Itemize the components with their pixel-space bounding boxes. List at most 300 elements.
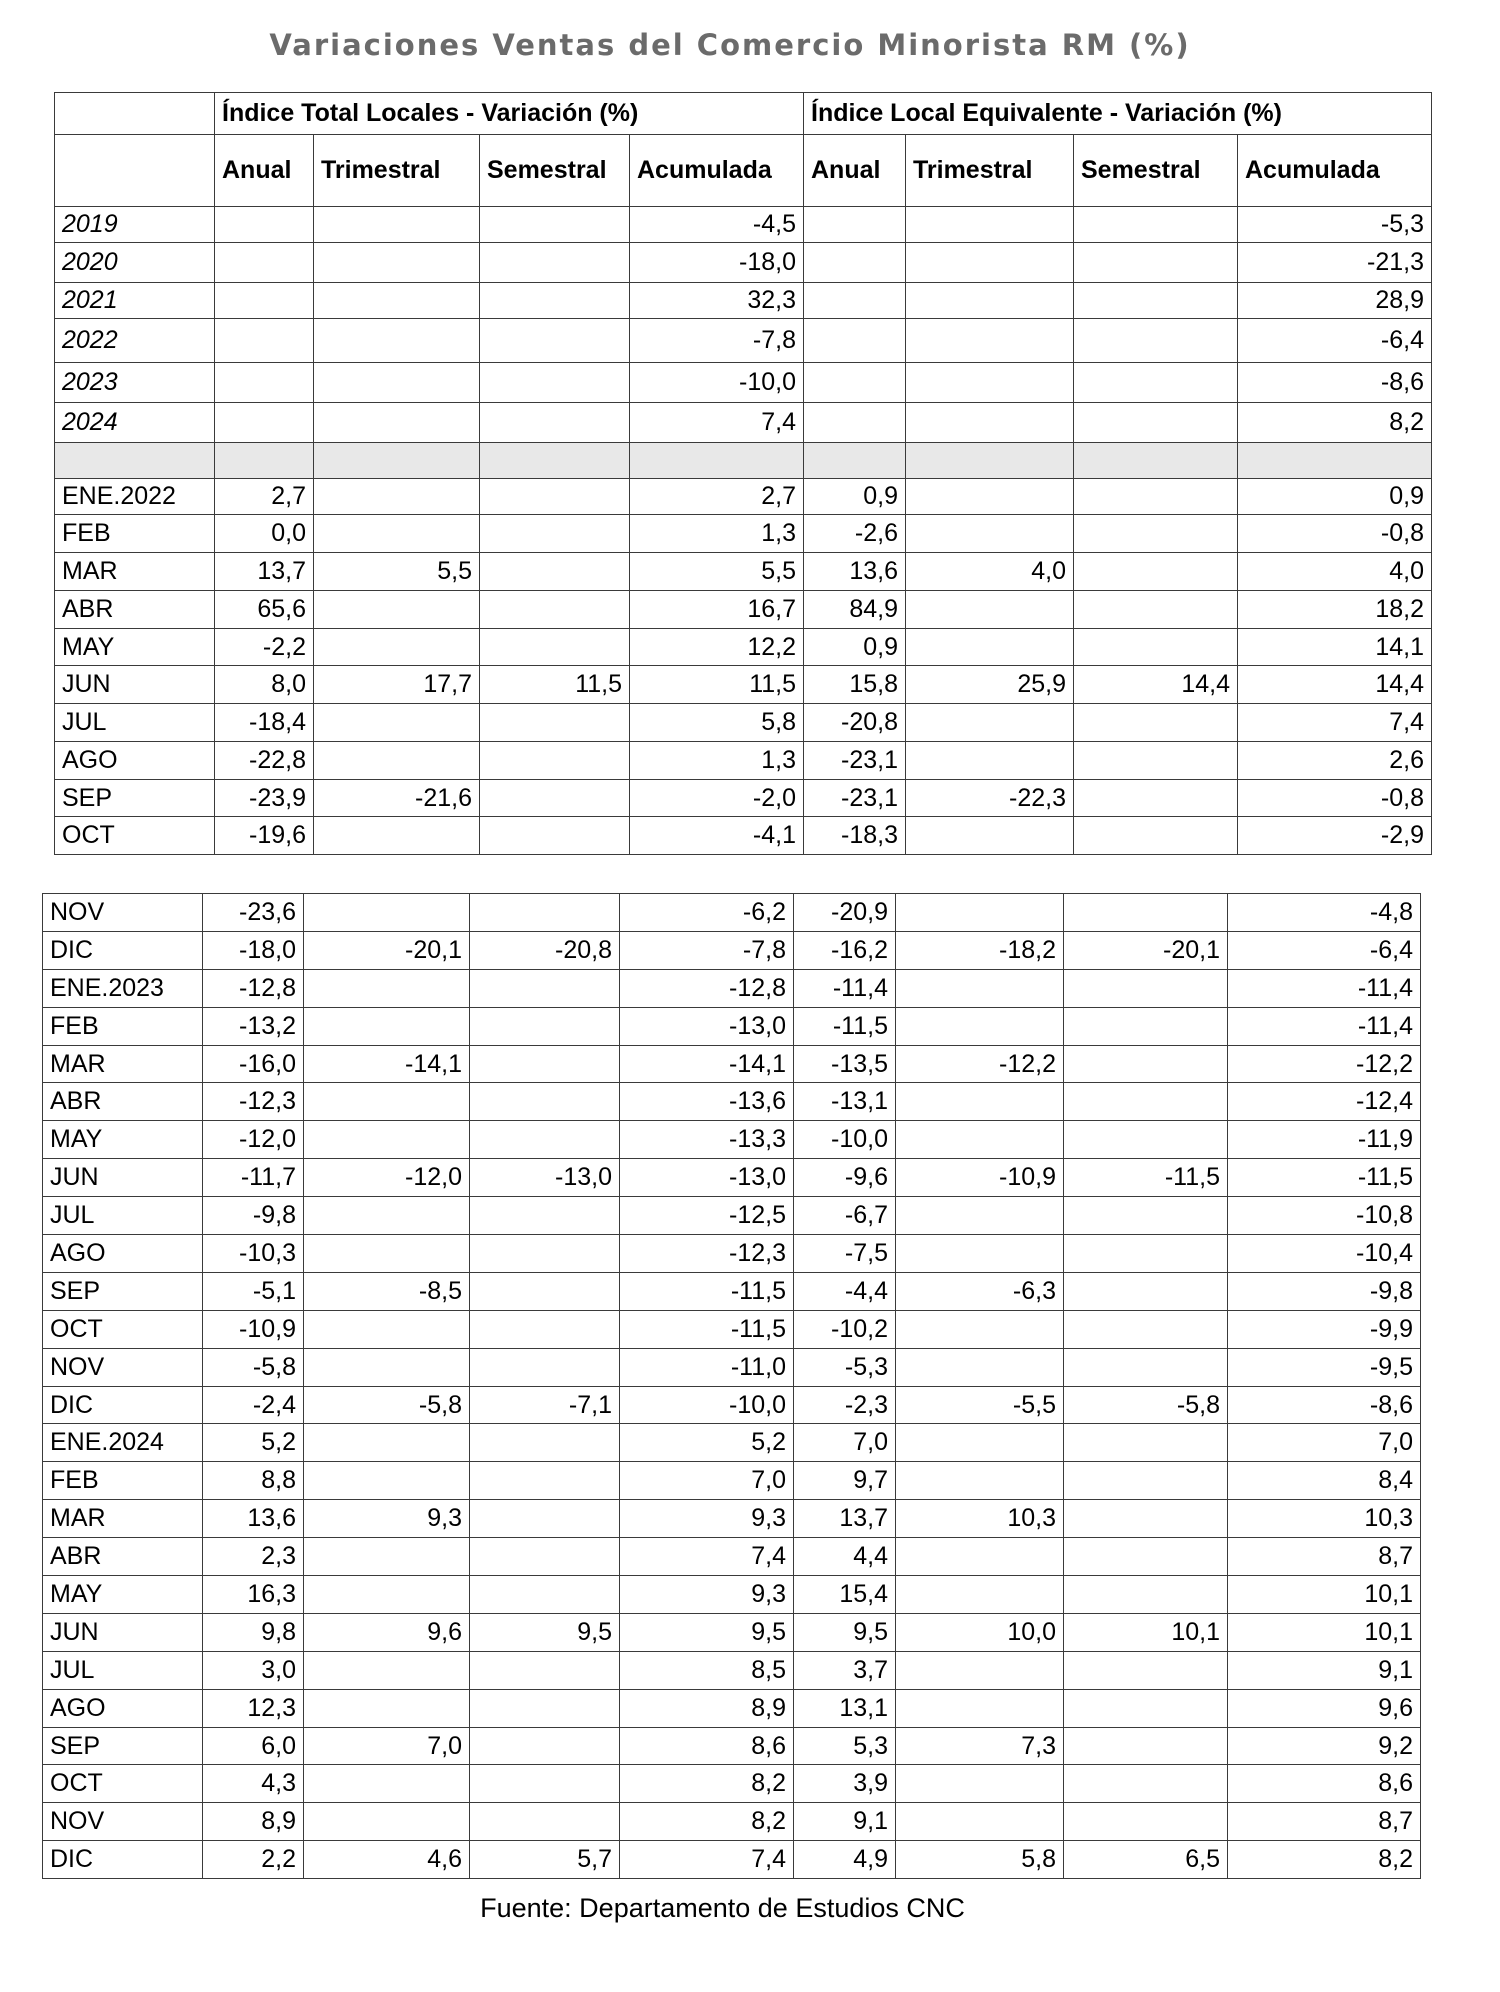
row-label: 2024 bbox=[55, 403, 215, 443]
table-row bbox=[43, 1651, 1421, 1689]
table-cell: 8,9 bbox=[203, 1803, 304, 1841]
table-row bbox=[55, 780, 1432, 817]
row-label: FEB bbox=[43, 1462, 203, 1500]
table-cell bbox=[215, 319, 314, 363]
table-cell: -4,4 bbox=[794, 1272, 896, 1310]
table-cell bbox=[470, 1121, 620, 1159]
table-cell: -7,8 bbox=[620, 931, 794, 969]
table-cell: 7,0 bbox=[1228, 1424, 1421, 1462]
table-cell: -20,1 bbox=[304, 931, 470, 969]
table-cell: -12,0 bbox=[304, 1159, 470, 1197]
table-cell: -12,2 bbox=[1228, 1045, 1421, 1083]
table-cell bbox=[1074, 479, 1238, 515]
table-cell: 10,1 bbox=[1064, 1613, 1228, 1651]
table-cell: 13,6 bbox=[804, 553, 906, 591]
column-header-row bbox=[55, 135, 1432, 207]
table-cell bbox=[480, 403, 630, 443]
table-cell: 7,4 bbox=[630, 403, 804, 443]
table-cell: -13,0 bbox=[470, 1159, 620, 1197]
table-cell: 3,9 bbox=[794, 1765, 896, 1803]
row-label: JUN bbox=[43, 1159, 203, 1197]
table-cell: -12,8 bbox=[203, 969, 304, 1007]
table-cell: -11,5 bbox=[620, 1310, 794, 1348]
table-cell bbox=[304, 894, 470, 932]
table-cell bbox=[1064, 1765, 1228, 1803]
row-label: SEP bbox=[43, 1272, 203, 1310]
table-cell: -12,8 bbox=[620, 969, 794, 1007]
table-cell: -13,0 bbox=[620, 1007, 794, 1045]
group-header-equivalente: Índice Local Equivalente - Variación (%) bbox=[804, 93, 1432, 135]
table-cell bbox=[1074, 443, 1238, 479]
table-row bbox=[43, 1462, 1421, 1500]
table-cell: -13,1 bbox=[794, 1083, 896, 1121]
table-row bbox=[55, 553, 1432, 591]
table-cell bbox=[480, 443, 630, 479]
table-cell bbox=[906, 479, 1074, 515]
table-cell: -12,3 bbox=[620, 1235, 794, 1273]
table-cell: -18,0 bbox=[203, 931, 304, 969]
table-cell bbox=[1064, 1500, 1228, 1538]
source-note: Fuente: Departamento de Estudios CNC bbox=[480, 1893, 965, 1923]
table-cell bbox=[1074, 283, 1238, 319]
table-cell bbox=[314, 207, 480, 243]
row-label: ABR bbox=[43, 1083, 203, 1121]
table-cell bbox=[906, 591, 1074, 629]
table-cell bbox=[896, 1007, 1064, 1045]
table-cell: -10,8 bbox=[1228, 1197, 1421, 1235]
table-cell: -2,6 bbox=[804, 515, 906, 553]
row-label: ENE.2024 bbox=[43, 1424, 203, 1462]
table-cell bbox=[1064, 894, 1228, 932]
row-label: ENE.2023 bbox=[43, 969, 203, 1007]
table-cell: -11,4 bbox=[794, 969, 896, 1007]
table-cell bbox=[1064, 1348, 1228, 1386]
table-cell: 5,3 bbox=[794, 1727, 896, 1765]
table-cell: 0,9 bbox=[804, 629, 906, 666]
table-cell: 84,9 bbox=[804, 591, 906, 629]
group-header-row bbox=[55, 93, 1432, 135]
table-cell: -9,6 bbox=[794, 1159, 896, 1197]
row-label: MAY bbox=[43, 1121, 203, 1159]
row-label: JUL bbox=[43, 1197, 203, 1235]
table-cell bbox=[470, 1651, 620, 1689]
table-cell: -5,8 bbox=[304, 1386, 470, 1424]
table-cell: -2,0 bbox=[630, 780, 804, 817]
table-cell bbox=[1074, 363, 1238, 403]
table-cell bbox=[804, 443, 906, 479]
table-cell: -8,5 bbox=[304, 1272, 470, 1310]
table-cell: 13,7 bbox=[215, 553, 314, 591]
table-cell: 3,7 bbox=[794, 1651, 896, 1689]
table-cell: 15,4 bbox=[794, 1576, 896, 1614]
table-cell: 9,1 bbox=[1228, 1651, 1421, 1689]
table-cell: 14,1 bbox=[1238, 629, 1432, 666]
table-cell: 13,6 bbox=[203, 1500, 304, 1538]
table-cell bbox=[906, 319, 1074, 363]
table-cell: -12,2 bbox=[896, 1045, 1064, 1083]
table-cell bbox=[304, 969, 470, 1007]
table-cell bbox=[896, 1803, 1064, 1841]
table-cell: 18,2 bbox=[1238, 591, 1432, 629]
table-row bbox=[43, 1803, 1421, 1841]
table-cell bbox=[314, 363, 480, 403]
table-cell bbox=[304, 1538, 470, 1576]
table-cell bbox=[1074, 243, 1238, 283]
table-cell bbox=[314, 742, 480, 780]
table-cell bbox=[1074, 403, 1238, 443]
table-row bbox=[43, 1272, 1421, 1310]
table-cell bbox=[480, 363, 630, 403]
table-cell bbox=[630, 443, 804, 479]
table-cell bbox=[1074, 515, 1238, 553]
table-cell bbox=[1064, 1121, 1228, 1159]
row-label: ENE.2022 bbox=[55, 479, 215, 515]
table-row bbox=[55, 666, 1432, 704]
table-cell: -5,8 bbox=[1064, 1386, 1228, 1424]
table-row bbox=[43, 1841, 1421, 1879]
table-cell: -10,2 bbox=[794, 1310, 896, 1348]
table-cell bbox=[314, 319, 480, 363]
col-header-anual-total: Anual bbox=[215, 135, 314, 207]
table-cell bbox=[906, 515, 1074, 553]
table-cell: -5,8 bbox=[203, 1348, 304, 1386]
table-cell bbox=[480, 704, 630, 742]
table-cell: 12,3 bbox=[203, 1689, 304, 1727]
table-cell bbox=[304, 1121, 470, 1159]
table-cell: -8,6 bbox=[1228, 1386, 1421, 1424]
table-cell: 8,2 bbox=[1228, 1841, 1421, 1879]
table-row bbox=[43, 1197, 1421, 1235]
table-cell bbox=[470, 1727, 620, 1765]
table-cell: -11,5 bbox=[1228, 1159, 1421, 1197]
table-cell bbox=[480, 319, 630, 363]
table-cell: -11,0 bbox=[620, 1348, 794, 1386]
table-cell bbox=[304, 1083, 470, 1121]
table-row bbox=[55, 704, 1432, 742]
table-cell bbox=[906, 629, 1074, 666]
table-cell: 4,0 bbox=[1238, 553, 1432, 591]
table-cell: 16,3 bbox=[203, 1576, 304, 1614]
table-cell: -9,8 bbox=[1228, 1272, 1421, 1310]
table-cell: 5,2 bbox=[620, 1424, 794, 1462]
table-cell bbox=[304, 1576, 470, 1614]
table-cell: -11,9 bbox=[1228, 1121, 1421, 1159]
table-cell bbox=[896, 1576, 1064, 1614]
table-cell: 11,5 bbox=[480, 666, 630, 704]
table-cell: 8,2 bbox=[1238, 403, 1432, 443]
row-label: DIC bbox=[43, 1841, 203, 1879]
table-cell: 8,5 bbox=[620, 1651, 794, 1689]
table-cell bbox=[215, 283, 314, 319]
table-cell: -18,2 bbox=[896, 931, 1064, 969]
row-label: AGO bbox=[55, 742, 215, 780]
table-cell: 10,3 bbox=[1228, 1500, 1421, 1538]
table-cell bbox=[906, 817, 1074, 855]
table-cell bbox=[1064, 1272, 1228, 1310]
table-cell: 5,8 bbox=[896, 1841, 1064, 1879]
table-cell bbox=[896, 1348, 1064, 1386]
table-row bbox=[55, 363, 1432, 403]
table-cell: 4,4 bbox=[794, 1538, 896, 1576]
table-cell bbox=[314, 515, 480, 553]
table-cell: 4,0 bbox=[906, 553, 1074, 591]
table-row bbox=[43, 1348, 1421, 1386]
table-cell: 9,2 bbox=[1228, 1727, 1421, 1765]
table-cell bbox=[304, 1689, 470, 1727]
table-cell bbox=[470, 1348, 620, 1386]
table-cell: -11,4 bbox=[1228, 969, 1421, 1007]
table-cell bbox=[480, 243, 630, 283]
row-label: AGO bbox=[43, 1689, 203, 1727]
table-cell: -10,4 bbox=[1228, 1235, 1421, 1273]
row-label: JUL bbox=[43, 1651, 203, 1689]
table-cell bbox=[304, 1197, 470, 1235]
table-row bbox=[43, 1121, 1421, 1159]
table-cell bbox=[804, 363, 906, 403]
table-cell: 7,4 bbox=[620, 1841, 794, 1879]
table-cell: -2,9 bbox=[1238, 817, 1432, 855]
table-cell: 9,5 bbox=[470, 1613, 620, 1651]
table-cell: 2,2 bbox=[203, 1841, 304, 1879]
table-row bbox=[55, 207, 1432, 243]
table-cell: -5,1 bbox=[203, 1272, 304, 1310]
table-cell bbox=[470, 1803, 620, 1841]
table-cell: -10,0 bbox=[620, 1386, 794, 1424]
table-cell bbox=[896, 1462, 1064, 1500]
table-cell: 8,7 bbox=[1228, 1538, 1421, 1576]
table-cell: -13,0 bbox=[620, 1159, 794, 1197]
table-cell bbox=[896, 1310, 1064, 1348]
col-header-anual-equiv: Anual bbox=[804, 135, 906, 207]
table-cell bbox=[896, 969, 1064, 1007]
table-cell: 0,0 bbox=[215, 515, 314, 553]
table-cell bbox=[896, 1538, 1064, 1576]
table-cell: -19,6 bbox=[215, 817, 314, 855]
table-cell bbox=[304, 1765, 470, 1803]
row-label: MAR bbox=[43, 1045, 203, 1083]
table-cell bbox=[1064, 1197, 1228, 1235]
table-cell: 16,7 bbox=[630, 591, 804, 629]
table-cell: -5,5 bbox=[896, 1386, 1064, 1424]
table-cell bbox=[304, 1651, 470, 1689]
table-cell: 32,3 bbox=[630, 283, 804, 319]
row-label: SEP bbox=[55, 780, 215, 817]
table-cell bbox=[215, 207, 314, 243]
table-cell bbox=[470, 1689, 620, 1727]
table-cell bbox=[1064, 1576, 1228, 1614]
table-cell bbox=[1064, 1651, 1228, 1689]
table-cell bbox=[1064, 1235, 1228, 1273]
table-cell: -18,3 bbox=[804, 817, 906, 855]
table-cell: -23,9 bbox=[215, 780, 314, 817]
table-row bbox=[55, 283, 1432, 319]
table-cell: -23,1 bbox=[804, 742, 906, 780]
table-cell: 10,0 bbox=[896, 1613, 1064, 1651]
table-row bbox=[55, 443, 1432, 479]
table-cell: 14,4 bbox=[1074, 666, 1238, 704]
table-cell bbox=[1064, 1310, 1228, 1348]
table-cell: 1,3 bbox=[630, 742, 804, 780]
table-row bbox=[55, 742, 1432, 780]
table-cell: -6,2 bbox=[620, 894, 794, 932]
table-cell: 11,5 bbox=[630, 666, 804, 704]
table-cell bbox=[896, 1765, 1064, 1803]
table-cell: 0,9 bbox=[1238, 479, 1432, 515]
table-cell: 7,3 bbox=[896, 1727, 1064, 1765]
table-cell: -4,8 bbox=[1228, 894, 1421, 932]
table-cell: -20,9 bbox=[794, 894, 896, 932]
table-cell bbox=[1074, 742, 1238, 780]
table-cell bbox=[896, 894, 1064, 932]
table-cell: 5,5 bbox=[630, 553, 804, 591]
table-cell bbox=[470, 1007, 620, 1045]
table-cell bbox=[1064, 1424, 1228, 1462]
table-cell: 25,9 bbox=[906, 666, 1074, 704]
table-cell: 13,1 bbox=[794, 1689, 896, 1727]
table-cell: 10,1 bbox=[1228, 1576, 1421, 1614]
table-cell bbox=[304, 1803, 470, 1841]
table-row bbox=[43, 969, 1421, 1007]
table-row bbox=[43, 894, 1421, 932]
table-cell bbox=[1064, 1007, 1228, 1045]
table-cell: 17,7 bbox=[314, 666, 480, 704]
table-cell: -16,2 bbox=[794, 931, 896, 969]
table-cell: -12,0 bbox=[203, 1121, 304, 1159]
table-cell: -23,6 bbox=[203, 894, 304, 932]
table-cell: 9,7 bbox=[794, 1462, 896, 1500]
table-cell bbox=[314, 283, 480, 319]
table-cell: -6,3 bbox=[896, 1272, 1064, 1310]
table-cell: 8,6 bbox=[620, 1727, 794, 1765]
table-cell bbox=[1074, 817, 1238, 855]
table-cell: 5,8 bbox=[630, 704, 804, 742]
table-cell bbox=[215, 443, 314, 479]
table-cell: -7,1 bbox=[470, 1386, 620, 1424]
table-cell: 9,8 bbox=[203, 1613, 304, 1651]
table-cell: -11,5 bbox=[794, 1007, 896, 1045]
table-cell: -4,5 bbox=[630, 207, 804, 243]
table-row bbox=[43, 1538, 1421, 1576]
table-row bbox=[55, 629, 1432, 666]
table-cell: 5,5 bbox=[314, 553, 480, 591]
table-cell: -6,7 bbox=[794, 1197, 896, 1235]
table-cell: 65,6 bbox=[215, 591, 314, 629]
table-cell: 9,6 bbox=[304, 1613, 470, 1651]
table-cell bbox=[215, 363, 314, 403]
row-label: MAR bbox=[43, 1500, 203, 1538]
row-label: NOV bbox=[43, 1348, 203, 1386]
table-cell: 14,4 bbox=[1238, 666, 1432, 704]
table-cell: 5,2 bbox=[203, 1424, 304, 1462]
table-row bbox=[43, 931, 1421, 969]
table-row bbox=[43, 1424, 1421, 1462]
table-cell: 7,0 bbox=[304, 1727, 470, 1765]
row-label: JUN bbox=[55, 666, 215, 704]
table-cell: 5,7 bbox=[470, 1841, 620, 1879]
table-cell: -6,4 bbox=[1238, 319, 1432, 363]
table-cell: -12,5 bbox=[620, 1197, 794, 1235]
table-cell: -23,1 bbox=[804, 780, 906, 817]
table-cell: 0,9 bbox=[804, 479, 906, 515]
table-cell: -13,6 bbox=[620, 1083, 794, 1121]
table-cell: 9,3 bbox=[304, 1500, 470, 1538]
table-cell: -21,6 bbox=[314, 780, 480, 817]
table-cell bbox=[1064, 1538, 1228, 1576]
table-row bbox=[43, 1083, 1421, 1121]
row-label: OCT bbox=[55, 817, 215, 855]
table-cell: -10,0 bbox=[630, 363, 804, 403]
table-cell bbox=[896, 1651, 1064, 1689]
table-row bbox=[55, 319, 1432, 363]
table-cell: 2,7 bbox=[630, 479, 804, 515]
table-cell bbox=[314, 591, 480, 629]
table-cell: -20,8 bbox=[470, 931, 620, 969]
table-cell: 9,5 bbox=[620, 1613, 794, 1651]
table-cell bbox=[470, 1576, 620, 1614]
table-cell bbox=[470, 1424, 620, 1462]
row-label: 2023 bbox=[55, 363, 215, 403]
table-cell: 9,3 bbox=[620, 1500, 794, 1538]
table-row bbox=[55, 515, 1432, 553]
table-top-body bbox=[55, 93, 1432, 855]
col-header-semestral-equiv: Semestral bbox=[1074, 135, 1238, 207]
table-cell bbox=[470, 1272, 620, 1310]
table-cell: 7,0 bbox=[620, 1462, 794, 1500]
table-row bbox=[43, 1689, 1421, 1727]
table-cell bbox=[314, 403, 480, 443]
table-row bbox=[43, 1007, 1421, 1045]
table-cell: -6,4 bbox=[1228, 931, 1421, 969]
table-cell bbox=[470, 1765, 620, 1803]
table-cell: -2,3 bbox=[794, 1386, 896, 1424]
table-cell: -2,4 bbox=[203, 1386, 304, 1424]
table-cell bbox=[470, 1500, 620, 1538]
table-cell bbox=[1238, 443, 1432, 479]
table-cell bbox=[480, 780, 630, 817]
row-label: AGO bbox=[43, 1235, 203, 1273]
table-cell bbox=[314, 243, 480, 283]
table-cell bbox=[470, 1083, 620, 1121]
table-cell bbox=[470, 1538, 620, 1576]
table-cell bbox=[896, 1083, 1064, 1121]
row-label: FEB bbox=[43, 1007, 203, 1045]
table-row bbox=[43, 1765, 1421, 1803]
table-cell bbox=[314, 817, 480, 855]
table-cell bbox=[896, 1235, 1064, 1273]
table-cell: 2,6 bbox=[1238, 742, 1432, 780]
row-label: OCT bbox=[43, 1310, 203, 1348]
table-cell bbox=[804, 319, 906, 363]
row-label: MAR bbox=[55, 553, 215, 591]
table-cell bbox=[480, 817, 630, 855]
table-cell: 8,7 bbox=[1228, 1803, 1421, 1841]
table-cell bbox=[480, 591, 630, 629]
table-cell: 9,3 bbox=[620, 1576, 794, 1614]
table-cell bbox=[480, 629, 630, 666]
table-cell: -16,0 bbox=[203, 1045, 304, 1083]
table-cell: 4,3 bbox=[203, 1765, 304, 1803]
table-cell: -11,5 bbox=[1064, 1159, 1228, 1197]
row-label bbox=[55, 443, 215, 479]
row-label: JUL bbox=[55, 704, 215, 742]
table-cell: 8,6 bbox=[1228, 1765, 1421, 1803]
table-cell: -12,4 bbox=[1228, 1083, 1421, 1121]
table-cell: -7,5 bbox=[794, 1235, 896, 1273]
table-row bbox=[55, 479, 1432, 515]
table-cell: 10,1 bbox=[1228, 1613, 1421, 1651]
row-label: ABR bbox=[43, 1538, 203, 1576]
table-row bbox=[43, 1727, 1421, 1765]
